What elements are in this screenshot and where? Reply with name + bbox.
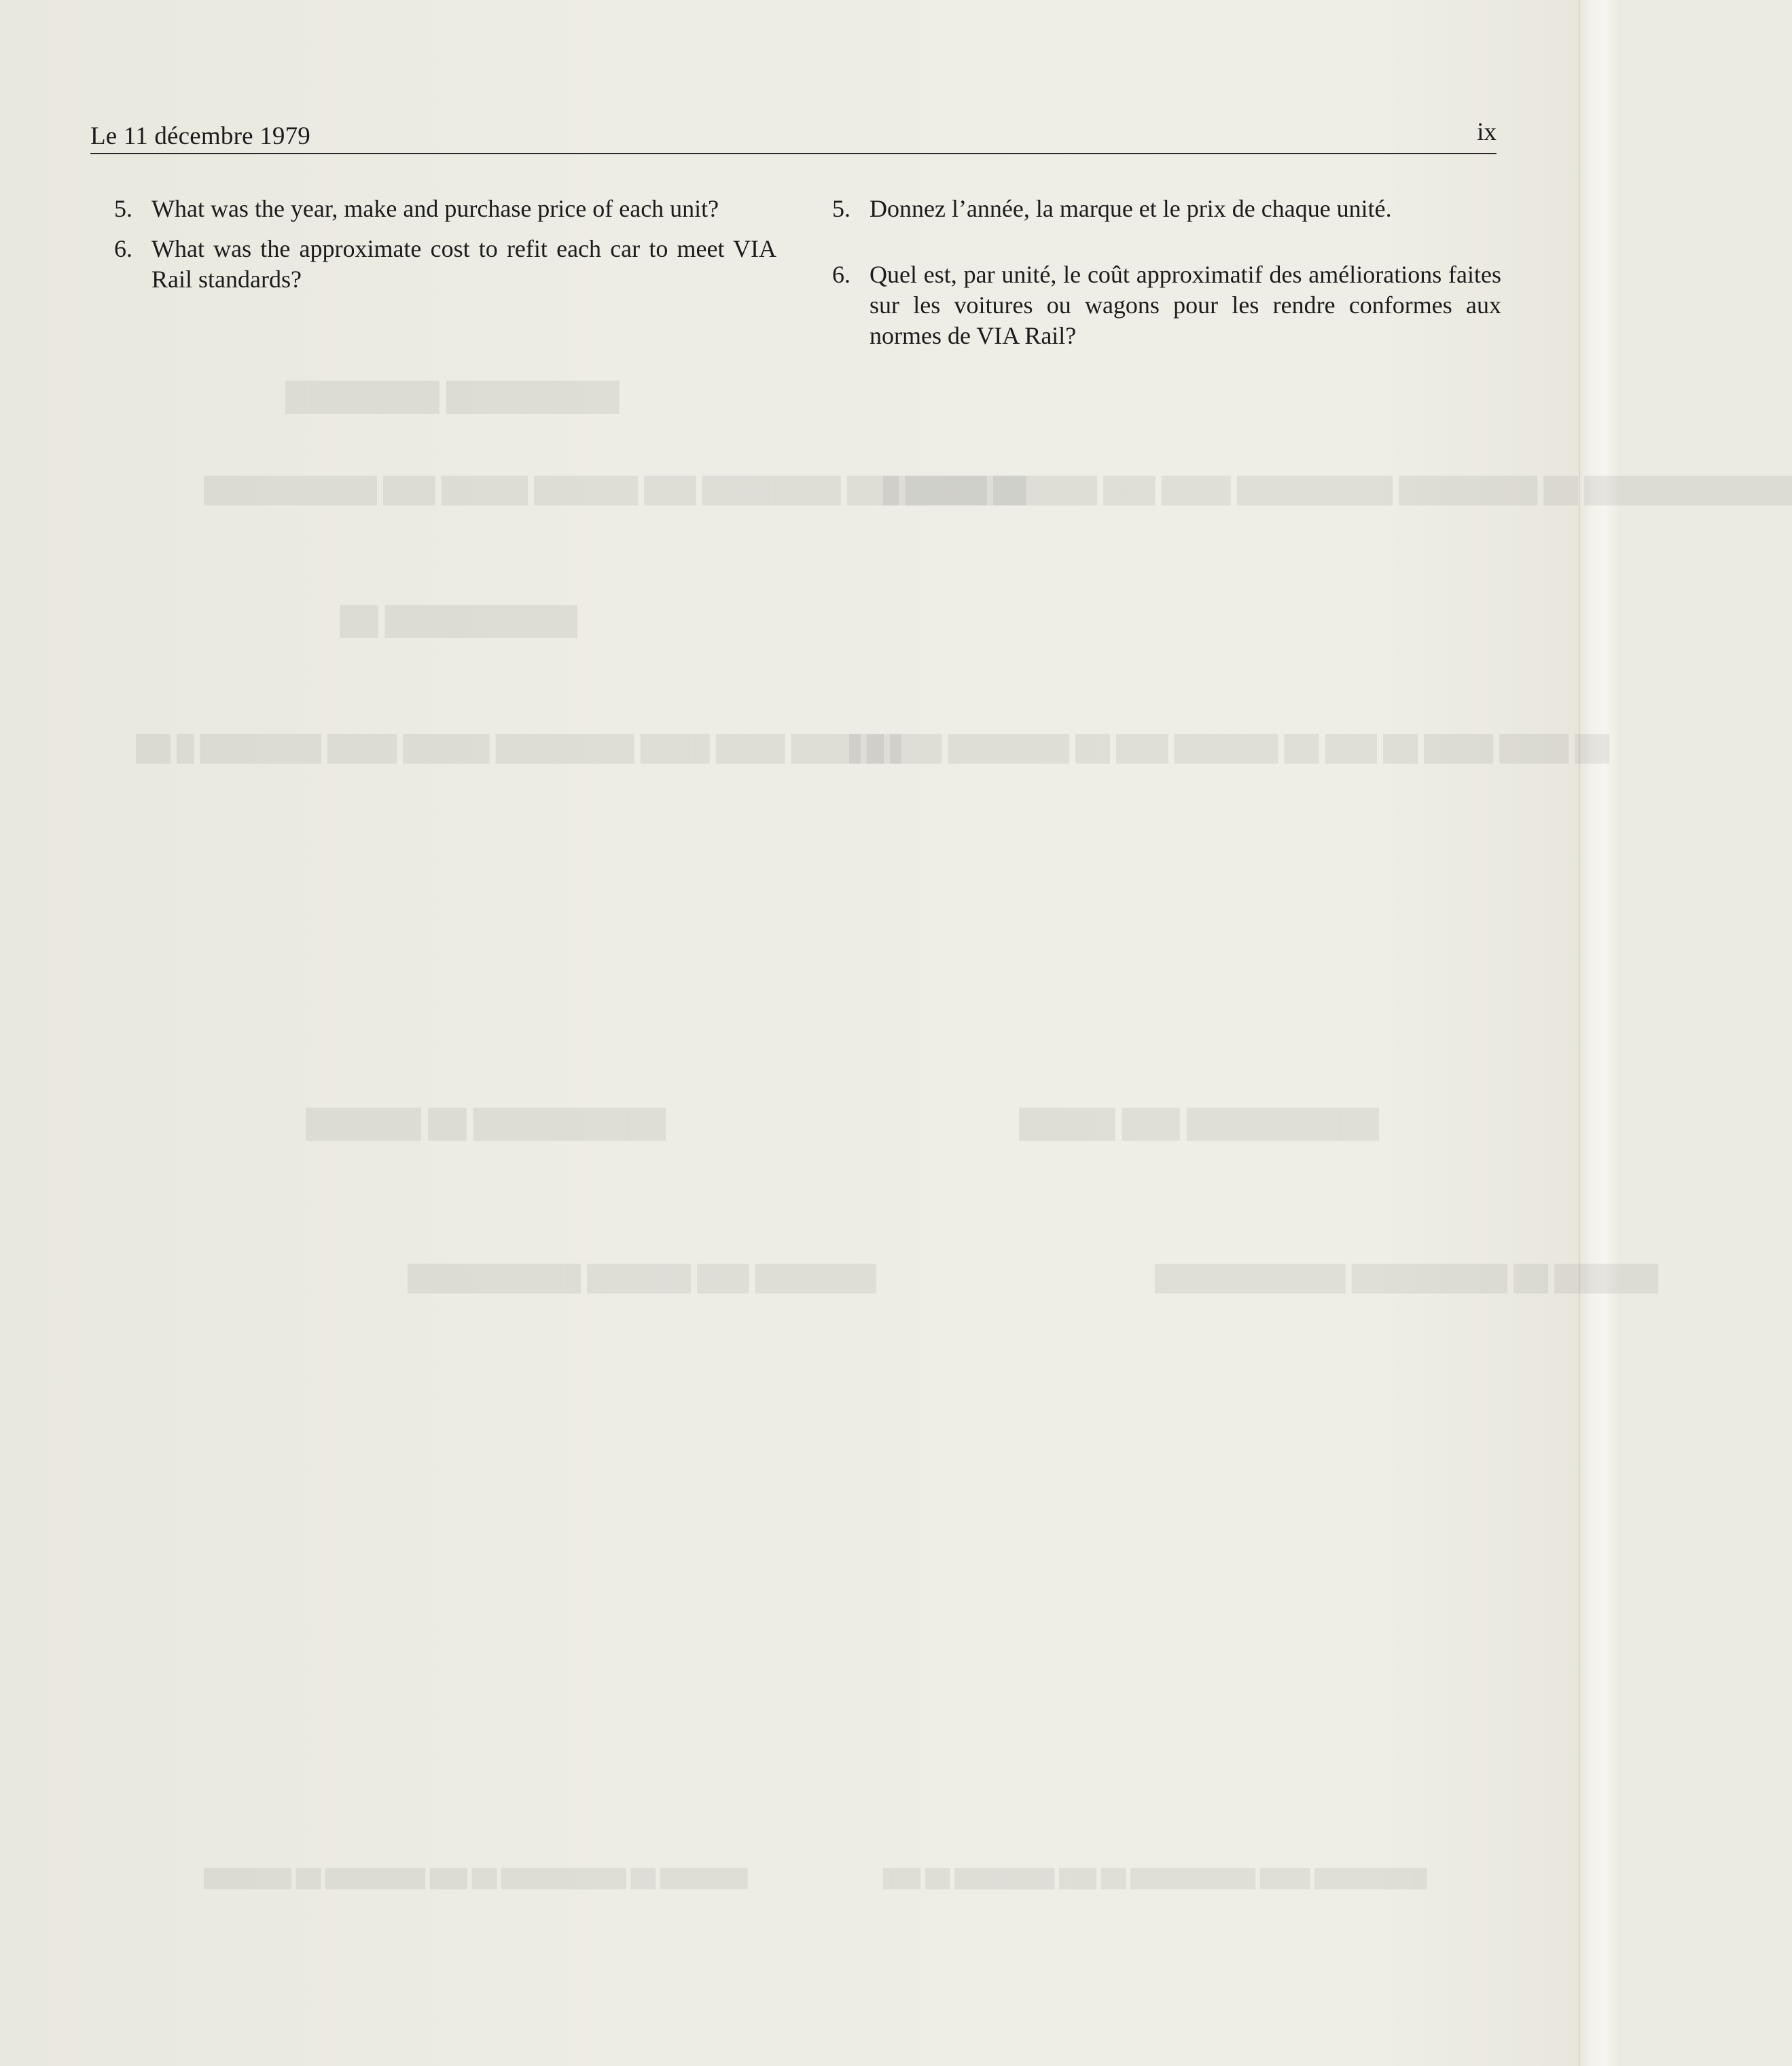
french-column	[832, 194, 1501, 361]
bleed-through: ███████ ███ ██████ ██████████	[408, 1264, 877, 1292]
page-edge	[1579, 0, 1621, 2066]
question-item	[832, 260, 1501, 351]
page-number: ix	[1477, 118, 1497, 146]
bleed-through: █████████ ████ ██████████ ██ ███ ████████ ██ ███	[883, 1868, 1427, 1888]
question-text: Quel est, par unité, le coût approximatif des améliorations faites sur les voitures ou wagons pour les rendre conformes aux normes de VIA Rail?	[870, 261, 1501, 349]
question-item	[832, 194, 1501, 224]
bleed-through: ██████████ ███ █████	[1019, 1108, 1380, 1139]
bleed-through: ███████ ███ ████████ ███ ██████ █████ ███ ██████████	[204, 476, 1026, 503]
running-header	[90, 119, 1497, 154]
question-item	[114, 194, 776, 224]
question-text: Donnez l’année, la marque et le prix de chaque unité.	[870, 195, 1392, 222]
question-number: 6.	[114, 235, 132, 262]
bleed-through: ████████████ ██ ████████ █████████ ████ ███ ██████ ██████	[883, 476, 1792, 503]
question-number: 5.	[832, 195, 850, 222]
header-date: Le 11 décembre 1979	[90, 122, 310, 150]
bleed-through: ██████████ ██	[340, 605, 578, 636]
header-rule	[90, 153, 1497, 154]
bleed-through: █████████ ████████	[285, 381, 620, 412]
bleed-through: ██ ████ ████ ██ ███ ██ ██████ ███ ██ ███████ ███ ██	[849, 734, 1610, 762]
bleed-through: ██ ████ ████ ████ ████████ █████ ████ ███████ █ ██	[136, 734, 901, 762]
question-number: 5.	[114, 195, 132, 222]
bleed-through: ██████ ██ █████████ ███████████	[1155, 1264, 1659, 1292]
bleed-through: ███████ ██ ██████████ ██ ███ ████████ ██ ███████	[204, 1868, 748, 1888]
question-text: What was the approximate cost to refit each car to meet VIA Rail standards?	[151, 235, 776, 293]
bleed-through: ██████████ ██ ██████	[306, 1108, 666, 1139]
question-number: 6.	[832, 261, 850, 288]
question-text: What was the year, make and purchase price of each unit?	[151, 195, 719, 222]
question-item	[114, 234, 776, 295]
english-column	[114, 194, 776, 304]
